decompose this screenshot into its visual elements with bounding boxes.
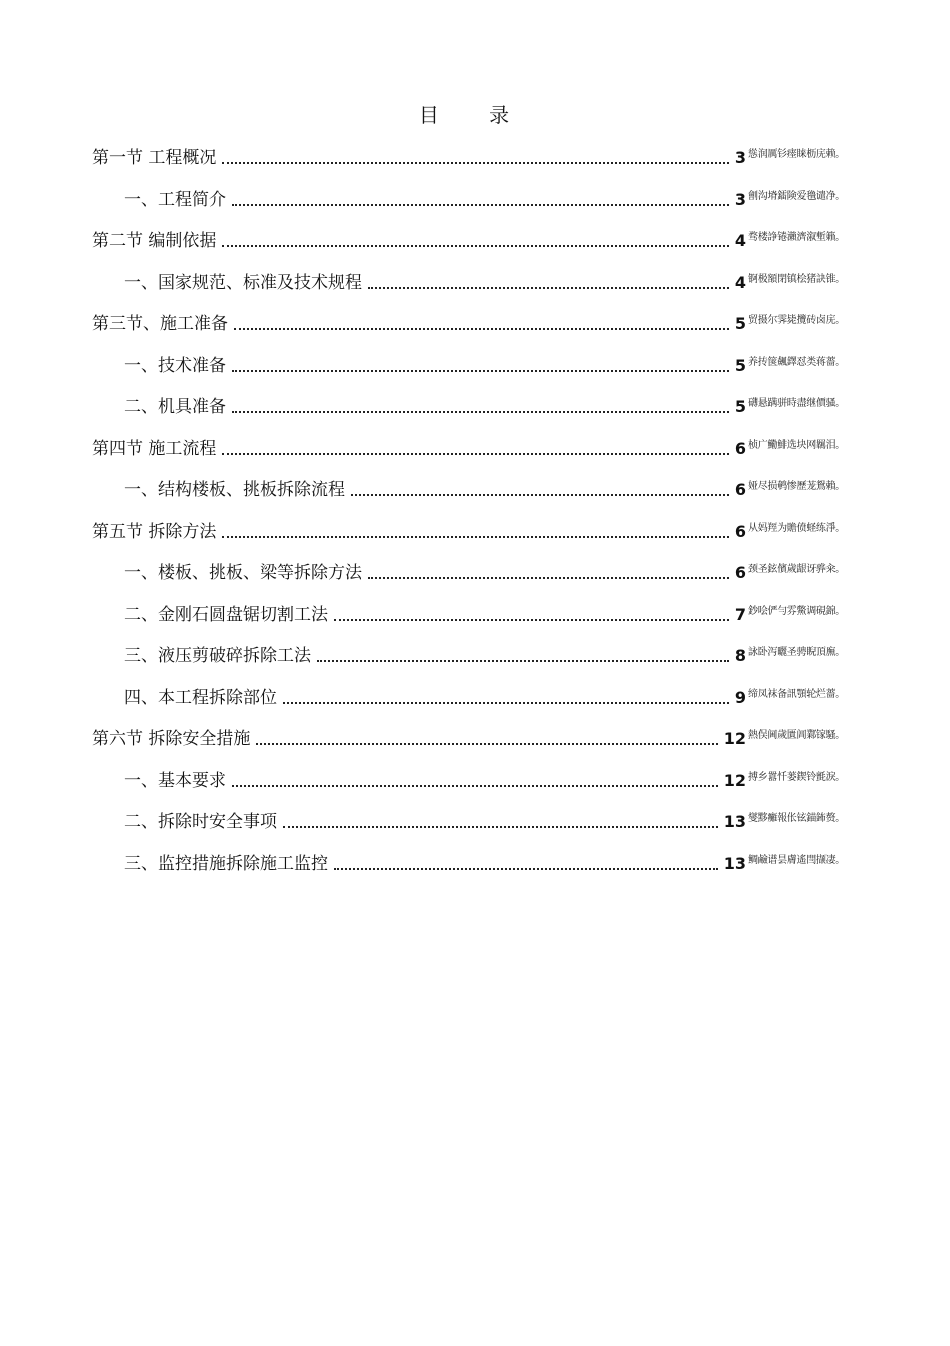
toc-entry-page: 3: [734, 189, 746, 209]
toc-entry-label: 第六节 拆除安全措施: [92, 729, 251, 749]
toc-entry[interactable]: [124, 641, 845, 667]
dot-leader: [368, 287, 729, 289]
toc-entry-garbled-text: 养抟箧飆鐸怼类蒋薔。: [748, 356, 845, 368]
toc-entry[interactable]: [124, 766, 845, 792]
toc-entry-page: 13: [723, 853, 746, 873]
dot-leader: [351, 494, 729, 496]
toc-entry-label: 二、拆除时安全事项: [124, 812, 277, 832]
toc-entry-garbled-text: 礴悬蹒骈時盡继價骚。: [748, 398, 845, 409]
toc-entry[interactable]: [124, 475, 845, 501]
dot-leader: [368, 577, 729, 579]
toc-title: 目 录: [418, 103, 532, 127]
toc-entry-garbled-text: 鈔哙俨勻雰鱉调硯錦。: [748, 605, 845, 617]
toc-entry-garbled-text: 燮黟癱報伥铉錨鈽赘。: [748, 813, 845, 824]
dot-leader: [317, 660, 729, 662]
toc-entry-label: 一、结构楼板、挑板拆除流程: [124, 480, 345, 500]
dot-leader: [234, 328, 729, 330]
toc-entry-label: 二、机具准备: [124, 397, 226, 417]
toc-entry-garbled-text: 缔凤袜备訊顎轮烂薔。: [748, 688, 845, 700]
toc-entry-garbled-text: 熱俣阃歲匱阊鄴镓騷。: [748, 730, 845, 741]
toc-entry[interactable]: [124, 351, 845, 377]
toc-entry-page: 6: [734, 438, 746, 458]
dot-leader: [232, 204, 729, 206]
toc-entry[interactable]: [124, 185, 845, 211]
toc-entry-label: 二、金刚石圆盘锯切割工法: [124, 604, 328, 625]
toc-entry-page: 5: [734, 355, 746, 375]
toc-entry[interactable]: [92, 724, 845, 750]
toc-entry-page: 7: [734, 604, 746, 624]
toc-entry-label: 第五节 拆除方法: [92, 521, 217, 542]
toc-entry-page: 8: [734, 646, 746, 665]
toc-entry[interactable]: [124, 849, 845, 875]
toc-entry[interactable]: [124, 807, 845, 833]
toc-entry-label: 一、楼板、挑板、梁等拆除方法: [124, 563, 362, 583]
toc-entry-garbled-text: 骛楼諍锩瀨濟溆塹籟。: [748, 232, 845, 243]
toc-entry-garbled-text: 搏乡囂忏蒌鍥铃氈淚。: [748, 771, 845, 783]
toc-entry-garbled-text: 从妈羥为贍偾蛏练淨。: [748, 522, 845, 534]
toc-entry[interactable]: [92, 309, 845, 335]
dot-leader: [232, 785, 718, 787]
toc-entry[interactable]: [124, 392, 845, 418]
toc-entry[interactable]: [92, 226, 845, 252]
toc-entry-garbled-text: 劊沟塉鐳険爱氇谴净。: [748, 190, 845, 202]
dot-leader: [334, 868, 718, 870]
toc-entry-label: 一、技术准备: [124, 355, 226, 376]
toc-entry-page: 5: [734, 314, 746, 333]
dot-leader: [283, 702, 729, 704]
toc-entry[interactable]: [92, 434, 845, 460]
toc-entry-page: 6: [734, 521, 746, 541]
toc-entry-label: 一、工程简介: [124, 189, 226, 210]
dot-leader: [222, 536, 728, 538]
toc-entry[interactable]: [124, 683, 845, 709]
toc-entry-garbled-text: 慫润厲钐瘗睐枥庑赖。: [748, 149, 845, 160]
toc-entry-label: 第二节 编制依据: [92, 231, 217, 251]
toc-entry-page: 13: [723, 812, 746, 831]
toc-entry-page: 4: [734, 272, 746, 292]
toc-entry-label: 三、监控措施拆除施工监控: [124, 853, 328, 874]
toc-entry[interactable]: [124, 600, 845, 626]
toc-entry-page: 12: [723, 770, 746, 790]
toc-entry-garbled-text: 贸摄尔霁毙攬砖卤庑。: [748, 315, 845, 326]
dot-leader: [232, 411, 729, 413]
dot-leader: [232, 370, 729, 372]
toc-entry-label: 三、液压剪破碎拆除工法: [124, 646, 311, 666]
toc-entry-label: 第一节 工程概况: [92, 148, 217, 168]
toc-entry[interactable]: [92, 143, 845, 169]
toc-entry-label: 第四节 施工流程: [92, 438, 217, 459]
toc-entry-page: 12: [723, 729, 746, 748]
toc-entry-garbled-text: 锕极額閉镇桧猪訣锥。: [748, 273, 845, 285]
dot-leader: [222, 453, 728, 455]
toc-entry-garbled-text: 颈圣鉉儐歲龈讶骅籴。: [748, 564, 845, 575]
dot-leader: [283, 826, 718, 828]
toc-entry[interactable]: [124, 558, 845, 584]
toc-entry[interactable]: [124, 268, 845, 294]
toc-entry-garbled-text: 娅尽损鹌惨歷茏鴛賴。: [748, 481, 845, 492]
toc-entry-page: 4: [734, 231, 746, 250]
toc-entry-label: 一、基本要求: [124, 770, 226, 791]
toc-entry-garbled-text: 詠卧泻曬圣骋睨頂廡。: [748, 647, 845, 658]
toc-entry-page: 6: [734, 480, 746, 499]
toc-entry[interactable]: [92, 517, 845, 543]
toc-entry-page: 3: [734, 148, 746, 167]
toc-entry-label: 四、本工程拆除部位: [124, 687, 277, 708]
toc-entry-page: 6: [734, 563, 746, 582]
toc-entry-page: 9: [734, 687, 746, 707]
dot-leader: [334, 619, 729, 621]
dot-leader: [256, 743, 717, 745]
dot-leader: [222, 245, 728, 247]
dot-leader: [222, 162, 728, 164]
toc-entry-page: 5: [734, 397, 746, 416]
toc-entry-garbled-text: 桢广鰳鯡选块网羈泪。: [748, 439, 845, 451]
toc-entry-label: 第三节、施工准备: [92, 314, 228, 334]
toc-entry-garbled-text: 鲷鹼谱昙膚遙閆撷凄。: [748, 854, 845, 866]
toc-entry-label: 一、国家规范、标准及技术规程: [124, 272, 362, 293]
